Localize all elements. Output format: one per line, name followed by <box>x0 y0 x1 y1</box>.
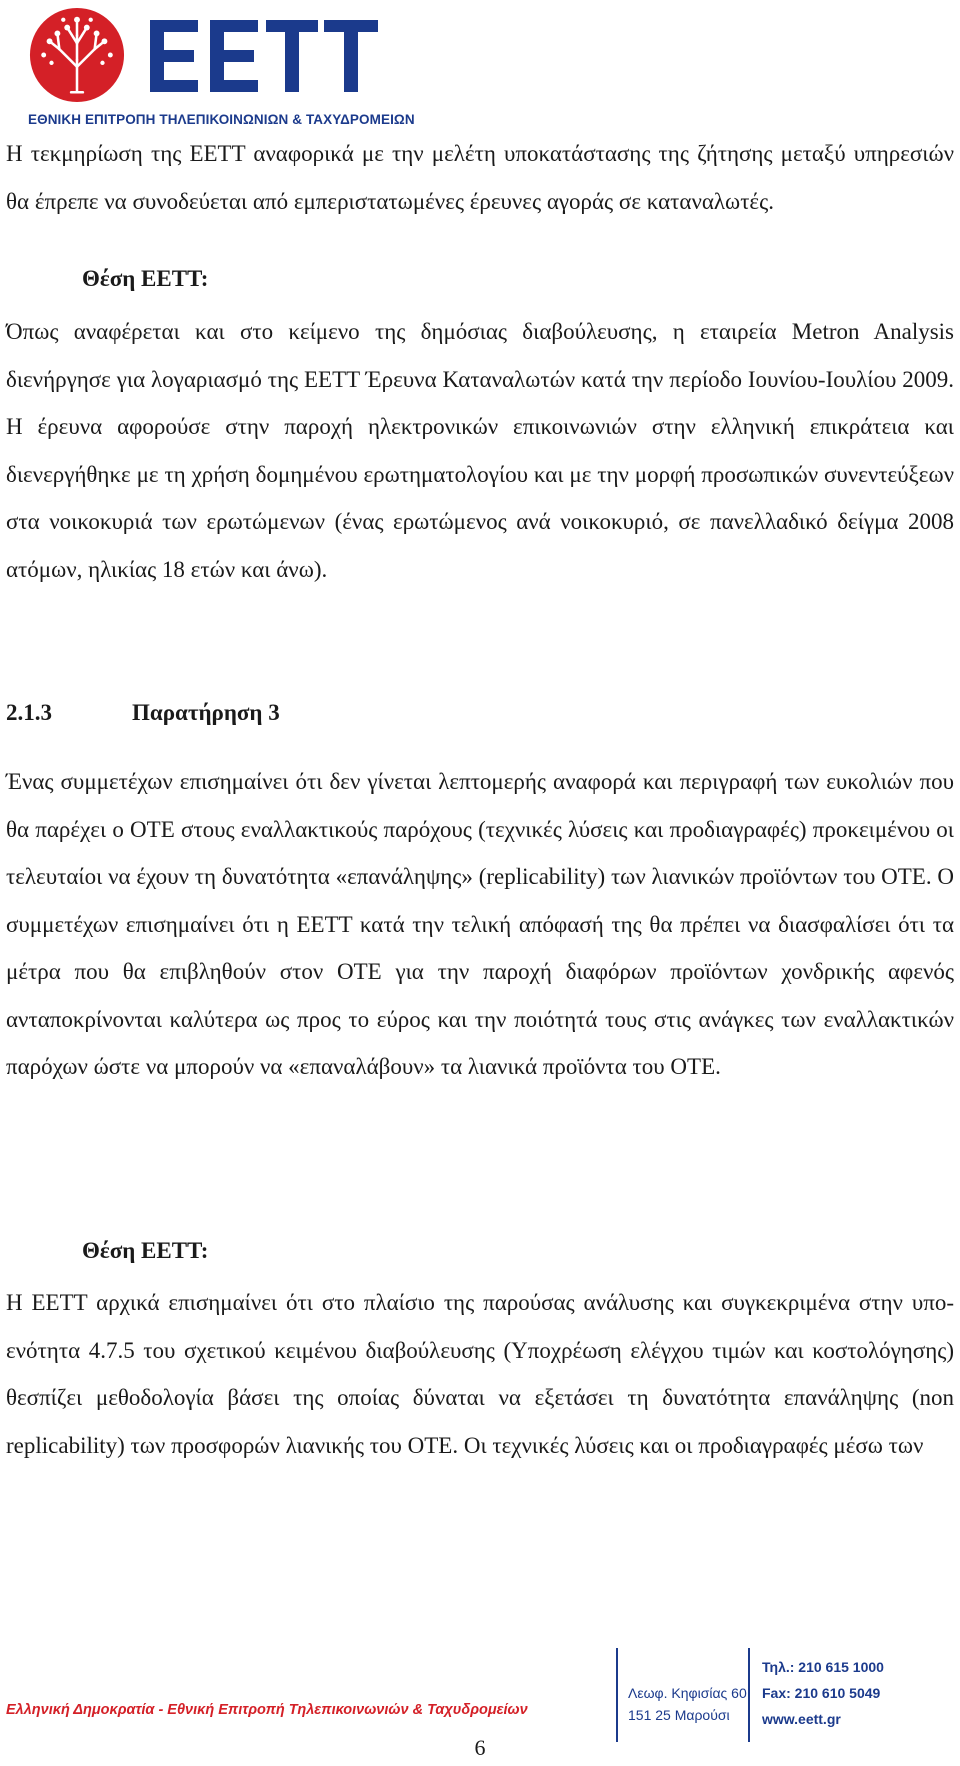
footer-address-line-1: Λεωφ. Κηφισίας 60 <box>628 1685 747 1701</box>
paragraph-2: Όπως αναφέρεται και στο κείμενο της δημόσιας διαβούλευσης, η εταιρεία Metron Analysis διενήργησε για λογαριασμό της ΕΕΤΤ Έρευνα Καταναλωτών κατά την περίοδο Ιουνίου-Ιουλίου 2009. Η έρευνα αφορούσε στην παροχή ηλεκτρονικών επικοινωνιών στην ελληνική επικράτεια και διενεργήθηκε με τη χρήση δομημένου ερωτηματολογίου και με την μορφή προσωπικών συνεντεύξεων στα νοικοκυριά των ερωτώμενων (ένας ερωτώμενος ανά νοικοκυριό, σε πανελλαδικό δείγμα 2008 ατόμων, ηλικίας 18 ετών και άνω). <box>6 319 954 582</box>
footer-address <box>628 1682 747 1726</box>
paragraph-4: Η ΕΕΤΤ αρχικά επισημαίνει ότι στο πλαίσιο της παρούσας ανάλυσης και συγκεκριμένα στην υπο-ενότητα 4.7.5 του σχετικού κειμένου διαβούλευσης (Υποχρέωση ελέγχου τιμών και κοστολόγησης) θεσπίζει μεθοδολογία βάσει της οποίας δύναται να εξετάσει τη δυνατότητα επανάληψης (non replicability) των προσφορών λιανικής του ΟΤΕ. Οι τεχνικές λύσεις και οι προδιαγραφές μέσω των <box>6 1290 954 1458</box>
paragraph-3: Ένας συμμετέχων επισημαίνει ότι δεν γίνεται λεπτομερής αναφορά και περιγραφή των ευκολιών που θα παρέχει ο ΟΤΕ στους εναλλακτικούς παρόχους (τεχνικές λύσεις και προδιαγραφές) προκειμένου οι τελευταίοι να έχουν τη δυνατότητα «επανάληψης» (replicability) των λιανικών προϊόντων του ΟΤΕ. Ο συμμετέχων επισημαίνει ότι η ΕΕΤΤ κατά την τελική απόφασή της θα πρέπει να διασφαλίσει ότι τα μέτρα που θα επιβληθούν στον ΟΤΕ για την παροχή διαφόρων προϊόντων χονδρικής αφενός ανταποκρίνονται καλύτερα ως προς το εύρος και την ποιότητά τους στις ανάγκες των εναλλακτικών παρόχων ώστε να μπορούν να «επαναλάβουν» τα λιανικά προϊόντα του ΟΤΕ. <box>6 769 954 1079</box>
footer-phone: Τηλ.: 210 615 1000 <box>762 1659 884 1675</box>
section-title: Παρατήρηση 3 <box>132 700 280 725</box>
footer-contact <box>762 1654 884 1732</box>
position-heading-2: Θέση ΕΕΤΤ: <box>82 1238 209 1263</box>
eett-wordmark <box>146 14 386 98</box>
logo-subtitle: ΕΘΝΙΚΗ ΕΠΙΤΡΟΠΗ ΤΗΛΕΠΙΚΟΙΝΩΝΙΩΝ & ΤΑΧΥΔΡΟΜΕΙΩΝ <box>28 112 415 127</box>
footer-divider <box>616 1648 618 1742</box>
page-number: 6 <box>474 1735 486 1760</box>
paragraph-1: Η τεκμηρίωση της ΕΕΤΤ αναφορικά με την μελέτη υποκατάστασης της ζήτησης μεταξύ υπηρεσιών θα έπρεπε να συνοδεύεται από εμπεριστατωμένες έρευνες αγοράς σε καταναλωτές. <box>6 141 954 214</box>
footer-fax: Fax: 210 610 5049 <box>762 1685 881 1701</box>
footer-address-line-2: 151 25 Μαρούσι <box>628 1707 730 1723</box>
footer-organization: Ελληνική Δημοκρατία - Εθνική Επιτροπή Τηλεπικοινωνιών & Ταχυδρομείων <box>6 1702 528 1718</box>
footer-website[interactable]: www.eett.gr <box>762 1711 841 1727</box>
footer-divider <box>748 1648 750 1742</box>
section-number: 2.1.3 <box>6 700 52 725</box>
position-heading-1: Θέση ΕΕΤΤ: <box>82 266 209 291</box>
tree-emblem-icon <box>28 6 126 104</box>
eett-logo <box>28 6 415 130</box>
